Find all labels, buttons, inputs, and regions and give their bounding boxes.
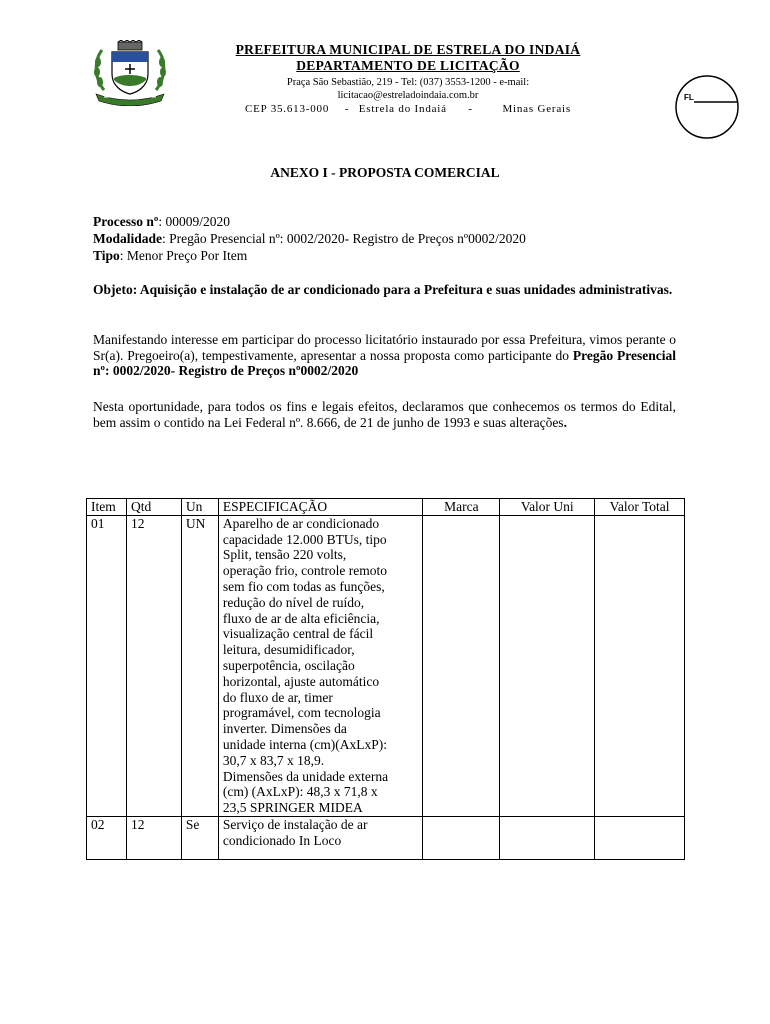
spec-line: fluxo de ar de alta eficiência, <box>222 610 380 626</box>
spec-line: programável, com tecnologia <box>222 705 381 721</box>
process-modality <box>93 231 676 247</box>
cell-total-value[interactable] <box>595 515 685 816</box>
interest-paragraph <box>93 332 676 379</box>
declaration-paragraph-text: Nesta oportunidade, para todos os fins e legais efeitos, declaramos que conhecemos os termos do Edital, bem assim o contido na Lei Federal nº. 8.666, de 21 de junho de 1993 e suas alterações <box>93 399 676 430</box>
header-location <box>160 103 656 116</box>
col-header-total-value: Valor Total <box>595 499 685 516</box>
spec-line: capacidade 12.000 BTUs, tipo <box>222 531 387 547</box>
spec-line: operação frio, controle remoto <box>222 563 388 579</box>
col-header-item: Item <box>87 499 127 516</box>
header-title-department: DEPARTAMENTO DE LICITAÇÃO <box>296 58 520 73</box>
header-title-municipality: PREFEITURA MUNICIPAL DE ESTRELA DO INDAIÁ <box>235 42 581 57</box>
header-separator: - <box>344 103 350 115</box>
process-modality-label: Modalidade <box>93 231 163 246</box>
table-header-row <box>87 499 685 516</box>
page-stamp-label: FL <box>684 93 694 102</box>
spec-line: leitura, desumidificador, <box>222 642 355 658</box>
process-number-value: : 00009/2020 <box>158 214 230 229</box>
process-type <box>93 248 676 264</box>
object-paragraph: Objeto: Aquisição e instalação de ar condicionado para a Prefeitura e suas unidades administrativas. <box>93 282 673 297</box>
cell-total-value[interactable] <box>595 816 685 859</box>
cell-unit-value[interactable] <box>500 816 595 859</box>
cell-un: Se <box>181 816 218 859</box>
table-row <box>87 515 685 816</box>
process-number-label: Processo nº <box>93 214 159 229</box>
col-header-un: Un <box>181 499 218 516</box>
declaration-paragraph <box>93 399 676 430</box>
spec-line: superpotência, oscilação <box>222 657 355 673</box>
header-address: Praça São Sebastião, 219 - Tel: (037) 3553-1200 - e-mail: <box>286 77 530 88</box>
process-number <box>93 214 676 230</box>
spec-line: do fluxo de ar, timer <box>222 689 333 705</box>
table-row <box>87 816 685 859</box>
header-cep: CEP 35.613-000 <box>244 103 330 115</box>
spec-line: (cm) (AxLxP): 48,3 x 71,8 x <box>222 784 378 800</box>
cell-qtd: 12 <box>126 816 181 859</box>
spec-line: Aparelho de ar condicionado <box>222 515 380 531</box>
spec-line: inverter. Dimensões da <box>222 721 347 737</box>
page-stamp <box>674 74 740 140</box>
header-state: Minas Gerais <box>502 103 571 115</box>
spec-line: Serviço de instalação de ar <box>222 816 368 832</box>
process-type-value: : Menor Preço Por Item <box>119 248 248 263</box>
spec-line: Split, tensão 220 volts, <box>222 547 347 563</box>
spec-line: horizontal, ajuste automático <box>222 673 380 689</box>
spec-line: condicionado In Loco <box>222 832 342 848</box>
page-stamp-circle <box>674 74 740 140</box>
spec-line: visualização central de fácil <box>222 626 374 642</box>
cell-brand[interactable] <box>423 515 500 816</box>
spec-line: Dimensões da unidade externa <box>222 768 389 784</box>
header-email: licitacao@estreladoindaia.com.br <box>337 90 479 101</box>
col-header-qtd: Qtd <box>126 499 181 516</box>
cell-qtd: 12 <box>126 515 181 816</box>
spec-line: unidade interna (cm)(AxLxP): <box>222 736 388 752</box>
header-separator: - <box>468 103 473 115</box>
spec-line: sem fio com todas as funções, <box>222 578 385 594</box>
process-modality-value: : Pregão Presencial nº: 0002/2020- Registro de Preços nº0002/2020 <box>162 231 526 246</box>
interest-paragraph-bold: Pregão Presencial nº: 0002/2020- Registro de Preços nº0002/2020 <box>93 347 676 378</box>
cell-item: 02 <box>87 816 127 859</box>
declaration-paragraph-end: . <box>563 414 567 430</box>
cell-specification <box>218 816 423 859</box>
items-table <box>86 498 685 860</box>
cell-unit-value[interactable] <box>500 515 595 816</box>
cell-un: UN <box>181 515 218 816</box>
spec-line: redução do nível de ruído, <box>222 594 365 610</box>
spec-line: 23,5 SPRINGER MIDEA <box>222 800 363 816</box>
process-type-label: Tipo <box>93 248 120 263</box>
annex-title: ANEXO I - PROPOSTA COMERCIAL <box>270 165 500 180</box>
cell-specification <box>218 515 423 816</box>
cell-brand[interactable] <box>423 816 500 859</box>
spec-line: 30,7 x 83,7 x 18,9. <box>222 752 325 768</box>
municipal-crest-logo <box>90 40 170 106</box>
header-city: Estrela do Indaiá <box>358 103 447 115</box>
col-header-specification: ESPECIFICAÇÃO <box>218 499 423 516</box>
col-header-unit-value: Valor Uni <box>500 499 595 516</box>
col-header-brand: Marca <box>423 499 500 516</box>
cell-item: 01 <box>87 515 127 816</box>
interest-paragraph-text: Manifestando interesse em participar do processo licitatório instaurado por essa Prefeitura, vimos perante o Sr(a). Pregoeiro(a), tempestivamente, apresentar a nossa proposta como participante do <box>93 332 676 363</box>
